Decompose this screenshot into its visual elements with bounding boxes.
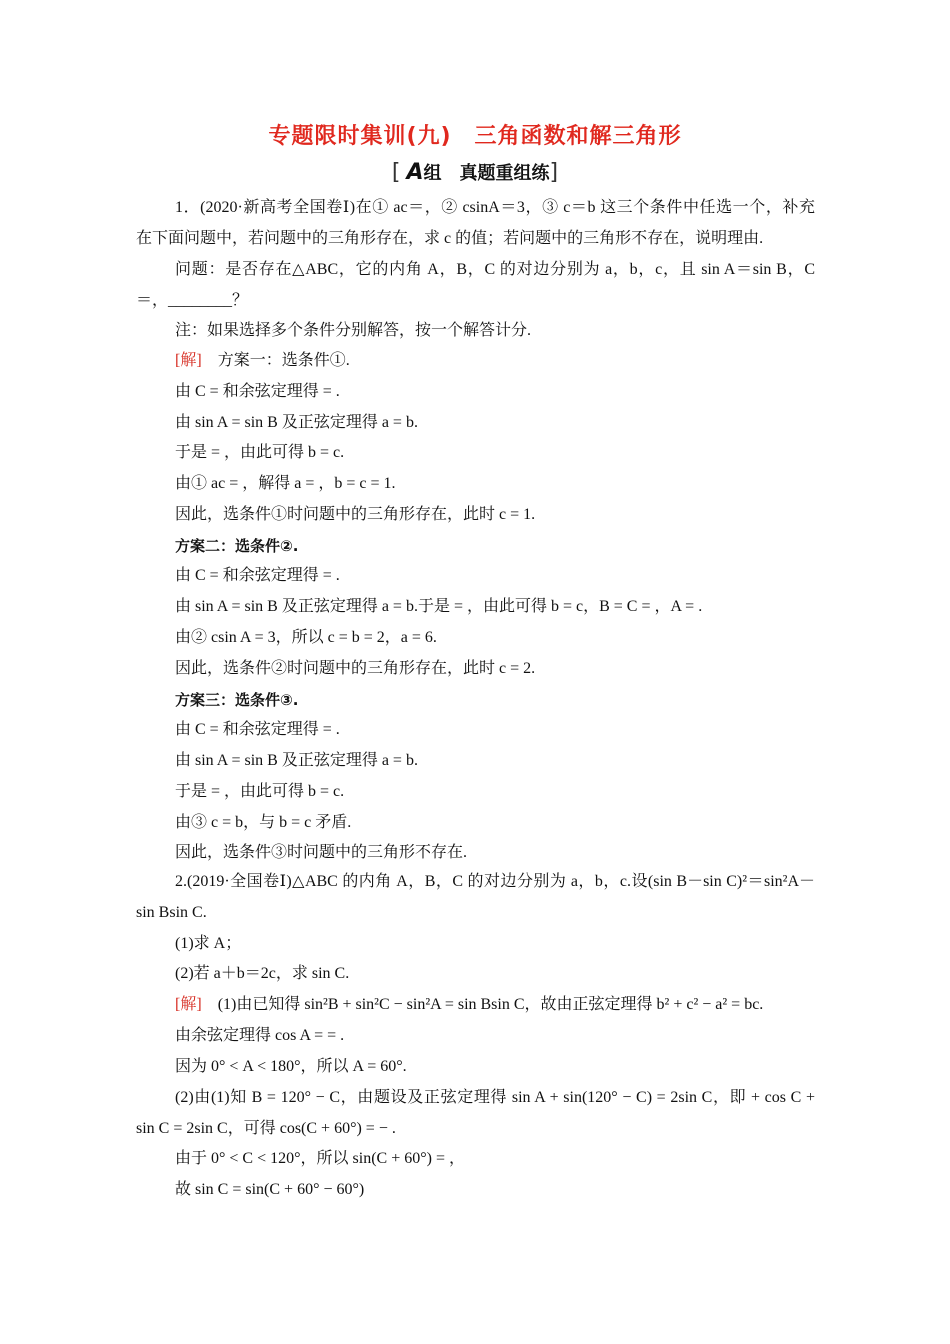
q2-line-1: 2.(2019·全国卷Ⅰ)△ABC 的内角 A，B，C 的对边分别为 a，b，c.设(sin B－sin C)²＝sin²A－ bbox=[175, 873, 815, 890]
sol-line: 因此，选条件③时问题中的三角形不存在. bbox=[175, 844, 468, 861]
q1-line-3: 问题：是否存在△ABC，它的内角 A，B，C 的对边分别为 a，b，c，且 sin A＝sin B，C bbox=[175, 261, 815, 278]
sol-line: 由于 0° < C < 120°，所以 sin(C + 60°) = ， bbox=[175, 1150, 465, 1167]
sol-line: 由 sin A = sin B 及正弦定理得 a = b. bbox=[175, 414, 418, 431]
sol-line: 于是 = ，由此可得 b = c. bbox=[175, 783, 345, 800]
bracket-left: [ bbox=[391, 160, 401, 185]
group-name: 真题重组练 bbox=[459, 163, 550, 184]
q2-solution-start bbox=[175, 995, 763, 1015]
sol-line: 因为 0° < A < 180°，所以 A = 60°. bbox=[175, 1058, 407, 1075]
plan-three-heading: 方案三：选条件③. bbox=[175, 691, 299, 709]
sol-line: 由 C = 和余弦定理得 = . bbox=[175, 721, 340, 738]
q2-part-1: (1)求 A； bbox=[175, 935, 242, 952]
sol-line: 由③ c = b，与 b = c 矛盾. bbox=[175, 814, 352, 831]
solution-tag: [解] bbox=[175, 996, 202, 1013]
group-letter: A bbox=[406, 160, 424, 185]
group-heading bbox=[0, 159, 950, 185]
q1-note: 注：如果选择多个条件分别解答，按一个解答计分. bbox=[175, 322, 532, 339]
sol-line: sin C = 2sin C，可得 cos(C + 60°) = − . bbox=[136, 1120, 396, 1137]
sol-line: 故 sin C = sin(C + 60° − 60°) bbox=[175, 1181, 365, 1198]
q2-line-2: sin Bsin C. bbox=[136, 904, 207, 921]
group-label: 组 bbox=[423, 163, 442, 184]
plan-two-heading: 方案二：选条件②. bbox=[175, 537, 299, 555]
sol-line: 由① ac = ，解得 a = ，b = c = 1. bbox=[175, 475, 396, 492]
q1-solution-start bbox=[175, 351, 350, 371]
q1-line-2: 在下面问题中，若问题中的三角形存在，求 c 的值；若问题中的三角形不存在，说明理由. bbox=[136, 230, 764, 247]
sol-line: 由余弦定理得 cos A = = . bbox=[175, 1027, 345, 1044]
q1-line-4: ＝，________？ bbox=[136, 292, 249, 309]
page-title: 专题限时集训(九) 三角函数和解三角形 bbox=[268, 124, 682, 149]
sol-line: 因此，选条件②时问题中的三角形存在，此时 c = 2. bbox=[175, 660, 536, 677]
sol-line: 因此，选条件①时问题中的三角形存在，此时 c = 1. bbox=[175, 506, 536, 523]
solution-tag: [解] bbox=[175, 352, 202, 369]
sol-line: (2)由(1)知 B = 120° − C，由题设及正弦定理得 sin A + sin(120° − C) = 2sin C，即 + cos C + bbox=[175, 1089, 815, 1106]
sol-line: 由② csin A = 3，所以 c = b = 2，a = 6. bbox=[175, 629, 437, 646]
bracket-right: ] bbox=[549, 160, 559, 185]
q2-part-2: (2)若 a＋b＝2c，求 sin C. bbox=[175, 965, 350, 982]
plan-one: 方案一：选条件①. bbox=[217, 352, 350, 369]
sol-line: 由 sin A = sin B 及正弦定理得 a = b. bbox=[175, 752, 418, 769]
sol-line: 由 C = 和余弦定理得 = . bbox=[175, 383, 340, 400]
sol-line: 由 sin A = sin B 及正弦定理得 a = b.于是 = ，由此可得 b = c，B = C = ，A = . bbox=[175, 598, 703, 615]
sol-line: (1)由已知得 sin²B + sin²C − sin²A = sin Bsin C，故由正弦定理得 b² + c² − a² = bc. bbox=[217, 996, 764, 1013]
sol-line: 于是 = ，由此可得 b = c. bbox=[175, 444, 345, 461]
q1-line-1: 1．(2020·新高考全国卷Ⅰ)在① ac＝，② csinA＝3，③ c＝b 这三个条件中任选一个，补充 bbox=[175, 199, 815, 216]
sol-line: 由 C = 和余弦定理得 = . bbox=[175, 567, 340, 584]
